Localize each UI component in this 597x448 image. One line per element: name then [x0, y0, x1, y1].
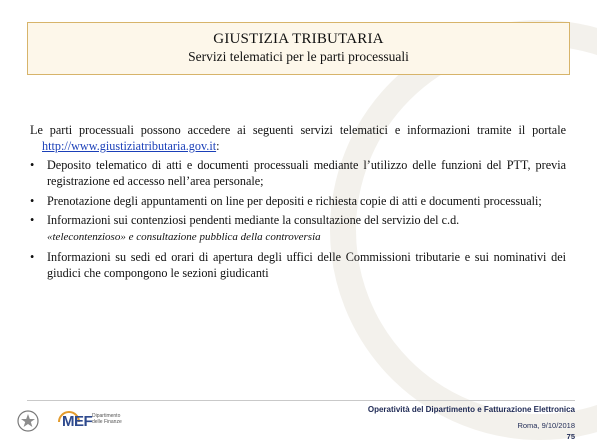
intro-text: Le parti processuali possono accedere ai seguenti servizi telematici e informazioni tramite il portale	[30, 123, 566, 137]
slide-title: GIUSTIZIA TRIBUTARIA	[213, 31, 384, 47]
page-number: 75	[566, 432, 575, 441]
list-item-text: Prenotazione degli appuntamenti on line per depositi e richiesta copie di atti e documenti processuali;	[47, 193, 542, 208]
footer-info	[368, 405, 575, 441]
list-item-text: Informazioni su sedi ed orari di apertura degli uffici delle Commissioni tributarie e sui nominativi dei giudici che compongono le sezioni giudicanti	[47, 249, 566, 281]
list-item	[30, 193, 566, 209]
bullet-icon: •	[30, 193, 35, 208]
list-item-italic-text: «telecontenzioso» e consultazione pubblica della controversia	[47, 231, 321, 244]
mef-logo-text: MEF	[62, 413, 93, 430]
intro-colon: :	[216, 139, 220, 154]
list-item-text: Deposito telematico di atti e documenti processuali mediante l’utilizzo delle funzioni del PTT, previa registrazione ed accesso nell’area personale;	[47, 157, 566, 189]
title-box	[27, 22, 570, 75]
bullet-icon: •	[30, 249, 35, 264]
list-item	[30, 249, 566, 282]
slide-subtitle: Servizi telematici per le parti processuali	[188, 49, 409, 64]
services-list	[30, 157, 566, 282]
intro-paragraph	[30, 122, 566, 155]
slide-content	[30, 122, 566, 285]
footer-department: Operatività del Dipartimento e Fatturazione Elettronica	[367, 405, 575, 414]
list-item-text: Informazioni sui contenziosi pendenti mediante la consultazione del servizio del c.d.	[47, 213, 460, 228]
bullet-icon: •	[30, 213, 35, 228]
portal-link[interactable]: http://www.giustiziatributaria.gov.it	[42, 139, 217, 154]
footer-divider	[27, 400, 575, 401]
mef-logo-subtext: Dipartimento delle Finanze	[92, 413, 122, 425]
bullet-icon: •	[30, 157, 35, 172]
republic-emblem-icon	[16, 408, 40, 434]
footer-date: Roma, 9/10/2018	[517, 421, 575, 430]
list-item	[30, 212, 566, 246]
list-item	[30, 157, 566, 190]
